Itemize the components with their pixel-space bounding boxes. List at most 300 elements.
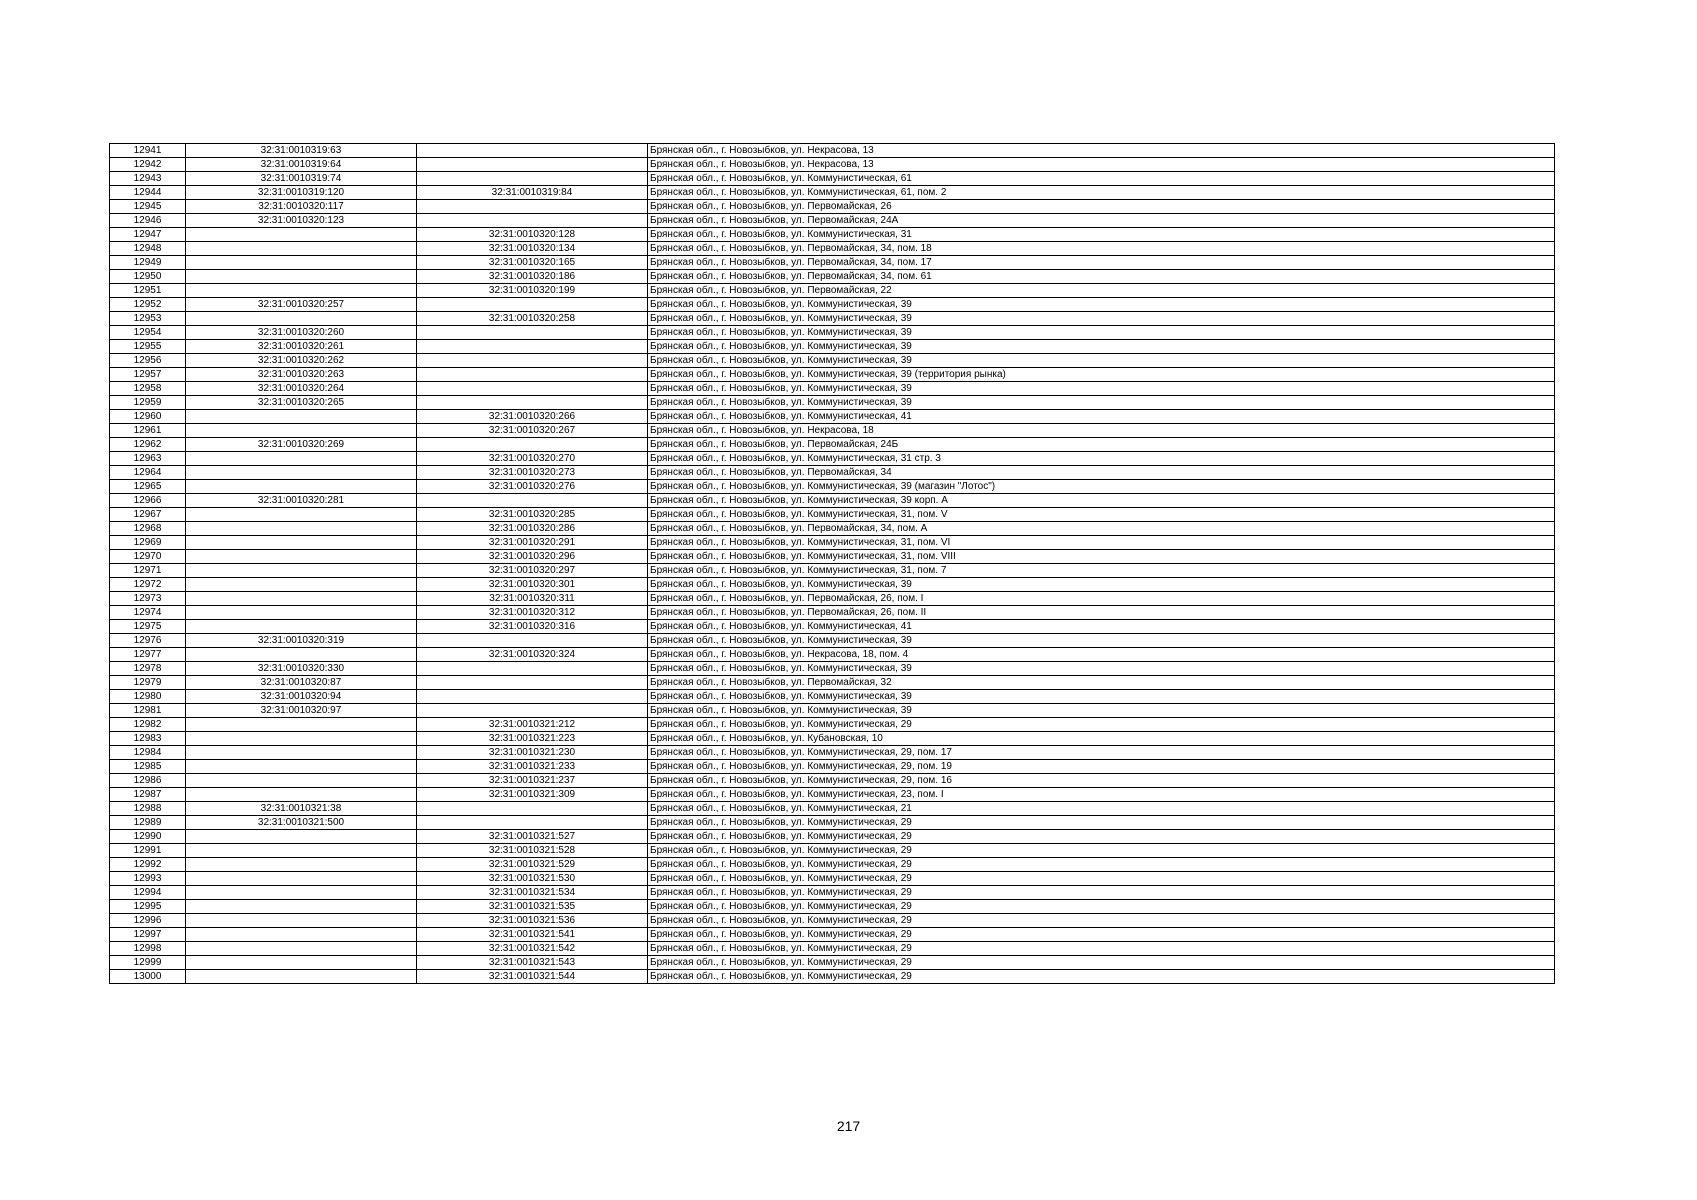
related-cadastral-number-cell: 32:31:0010320:273 (417, 466, 648, 480)
cadastral-number-cell: 32:31:0010320:123 (186, 214, 417, 228)
related-cadastral-number-cell: 32:31:0010321:230 (417, 746, 648, 760)
address-cell: Брянская обл., г. Новозыбков, ул. Коммунистическая, 39 (648, 312, 1555, 326)
row-number-cell: 12980 (110, 690, 186, 704)
row-number-cell: 12968 (110, 522, 186, 536)
table-row (110, 494, 1555, 508)
cadastral-number-cell (186, 648, 417, 662)
row-number-cell: 12983 (110, 732, 186, 746)
row-number-cell: 12964 (110, 466, 186, 480)
row-number-cell: 12949 (110, 256, 186, 270)
table-row (110, 172, 1555, 186)
address-cell: Брянская обл., г. Новозыбков, ул. Коммунистическая, 29 (648, 956, 1555, 970)
row-number-cell: 12997 (110, 928, 186, 942)
cadastral-number-cell: 32:31:0010319:63 (186, 144, 417, 158)
table-row (110, 396, 1555, 410)
related-cadastral-number-cell: 32:31:0010320:297 (417, 564, 648, 578)
related-cadastral-number-cell (417, 368, 648, 382)
related-cadastral-number-cell (417, 690, 648, 704)
table-row (110, 928, 1555, 942)
address-cell: Брянская обл., г. Новозыбков, ул. Коммунистическая, 29 (648, 872, 1555, 886)
cadastral-number-cell (186, 550, 417, 564)
row-number-cell: 12992 (110, 858, 186, 872)
row-number-cell: 12989 (110, 816, 186, 830)
address-cell: Брянская обл., г. Новозыбков, ул. Коммунистическая, 23, пом. I (648, 788, 1555, 802)
related-cadastral-number-cell: 32:31:0010320:286 (417, 522, 648, 536)
related-cadastral-number-cell (417, 158, 648, 172)
related-cadastral-number-cell: 32:31:0010319:84 (417, 186, 648, 200)
related-cadastral-number-cell: 32:31:0010320:266 (417, 410, 648, 424)
cadastral-number-cell: 32:31:0010320:87 (186, 676, 417, 690)
address-cell: Брянская обл., г. Новозыбков, ул. Коммунистическая, 29 (648, 718, 1555, 732)
row-number-cell: 12985 (110, 760, 186, 774)
table-row (110, 340, 1555, 354)
table-row (110, 214, 1555, 228)
address-cell: Брянская обл., г. Новозыбков, ул. Коммунистическая, 39 (648, 396, 1555, 410)
cadastral-number-cell (186, 242, 417, 256)
cadastral-number-cell: 32:31:0010320:263 (186, 368, 417, 382)
cadastral-number-cell (186, 508, 417, 522)
table-row (110, 144, 1555, 158)
cadastral-number-cell (186, 480, 417, 494)
related-cadastral-number-cell (417, 396, 648, 410)
address-cell: Брянская обл., г. Новозыбков, ул. Коммунистическая, 29 (648, 970, 1555, 984)
cadastral-number-cell: 32:31:0010319:64 (186, 158, 417, 172)
address-cell: Брянская обл., г. Новозыбков, ул. Первомайская, 34, пом. 61 (648, 270, 1555, 284)
table-row (110, 424, 1555, 438)
address-cell: Брянская обл., г. Новозыбков, ул. Коммунистическая, 29, пом. 16 (648, 774, 1555, 788)
row-number-cell: 12981 (110, 704, 186, 718)
row-number-cell: 12947 (110, 228, 186, 242)
related-cadastral-number-cell: 32:31:0010320:267 (417, 424, 648, 438)
cadastral-number-cell (186, 774, 417, 788)
cadastral-number-cell (186, 606, 417, 620)
table-row (110, 592, 1555, 606)
row-number-cell: 13000 (110, 970, 186, 984)
table-row (110, 942, 1555, 956)
table-row (110, 676, 1555, 690)
table-row (110, 900, 1555, 914)
table-row (110, 536, 1555, 550)
page-number: 217 (836, 1118, 861, 1134)
row-number-cell: 12979 (110, 676, 186, 690)
cadastral-number-cell (186, 886, 417, 900)
address-cell: Брянская обл., г. Новозыбков, ул. Коммунистическая, 39 (648, 690, 1555, 704)
related-cadastral-number-cell: 32:31:0010321:542 (417, 942, 648, 956)
address-cell: Брянская обл., г. Новозыбков, ул. Кубановская, 10 (648, 732, 1555, 746)
cadastral-number-cell (186, 928, 417, 942)
related-cadastral-number-cell (417, 704, 648, 718)
table-row (110, 774, 1555, 788)
row-number-cell: 12966 (110, 494, 186, 508)
cadastral-number-cell (186, 830, 417, 844)
related-cadastral-number-cell (417, 382, 648, 396)
row-number-cell: 12965 (110, 480, 186, 494)
cadastral-number-cell: 32:31:0010320:319 (186, 634, 417, 648)
row-number-cell: 12988 (110, 802, 186, 816)
cadastral-number-cell (186, 942, 417, 956)
related-cadastral-number-cell: 32:31:0010321:233 (417, 760, 648, 774)
table-row (110, 634, 1555, 648)
related-cadastral-number-cell: 32:31:0010321:530 (417, 872, 648, 886)
table-row (110, 662, 1555, 676)
address-cell: Брянская обл., г. Новозыбков, ул. Коммунистическая, 29 (648, 844, 1555, 858)
address-cell: Брянская обл., г. Новозыбков, ул. Коммунистическая, 39 (648, 326, 1555, 340)
row-number-cell: 12942 (110, 158, 186, 172)
cadastral-number-cell (186, 270, 417, 284)
cadastral-number-cell (186, 312, 417, 326)
address-cell: Брянская обл., г. Новозыбков, ул. Первомайская, 24Б (648, 438, 1555, 452)
row-number-cell: 12986 (110, 774, 186, 788)
address-cell: Брянская обл., г. Новозыбков, ул. Коммунистическая, 29, пом. 17 (648, 746, 1555, 760)
row-number-cell: 12994 (110, 886, 186, 900)
table-row (110, 326, 1555, 340)
address-cell: Брянская обл., г. Новозыбков, ул. Коммунистическая, 39 (648, 634, 1555, 648)
related-cadastral-number-cell: 32:31:0010321:527 (417, 830, 648, 844)
related-cadastral-number-cell: 32:31:0010321:543 (417, 956, 648, 970)
related-cadastral-number-cell: 32:31:0010320:165 (417, 256, 648, 270)
related-cadastral-number-cell: 32:31:0010321:529 (417, 858, 648, 872)
related-cadastral-number-cell (417, 200, 648, 214)
row-number-cell: 12951 (110, 284, 186, 298)
related-cadastral-number-cell: 32:31:0010321:309 (417, 788, 648, 802)
table-row (110, 690, 1555, 704)
row-number-cell: 12958 (110, 382, 186, 396)
table-row (110, 452, 1555, 466)
table-row (110, 186, 1555, 200)
cadastral-number-cell (186, 718, 417, 732)
related-cadastral-number-cell (417, 494, 648, 508)
related-cadastral-number-cell (417, 340, 648, 354)
table-row (110, 718, 1555, 732)
row-number-cell: 12957 (110, 368, 186, 382)
cadastral-number-cell: 32:31:0010320:330 (186, 662, 417, 676)
related-cadastral-number-cell: 32:31:0010320:186 (417, 270, 648, 284)
cadastral-number-cell: 32:31:0010320:257 (186, 298, 417, 312)
related-cadastral-number-cell: 32:31:0010320:311 (417, 592, 648, 606)
address-cell: Брянская обл., г. Новозыбков, ул. Коммунистическая, 41 (648, 410, 1555, 424)
related-cadastral-number-cell: 32:31:0010321:223 (417, 732, 648, 746)
related-cadastral-number-cell (417, 144, 648, 158)
cadastral-number-cell: 32:31:0010319:74 (186, 172, 417, 186)
related-cadastral-number-cell (417, 802, 648, 816)
cadastral-number-cell: 32:31:0010320:261 (186, 340, 417, 354)
table-row (110, 830, 1555, 844)
address-cell: Брянская обл., г. Новозыбков, ул. Коммунистическая, 29 (648, 928, 1555, 942)
cadastral-number-cell (186, 900, 417, 914)
address-cell: Брянская обл., г. Новозыбков, ул. Первомайская, 34, пом. 17 (648, 256, 1555, 270)
related-cadastral-number-cell: 32:31:0010320:199 (417, 284, 648, 298)
address-cell: Брянская обл., г. Новозыбков, ул. Первомайская, 34, пом. 18 (648, 242, 1555, 256)
address-cell: Брянская обл., г. Новозыбков, ул. Коммунистическая, 61 (648, 172, 1555, 186)
cadastral-number-cell (186, 466, 417, 480)
row-number-cell: 12987 (110, 788, 186, 802)
address-cell: Брянская обл., г. Новозыбков, ул. Коммунистическая, 41 (648, 620, 1555, 634)
related-cadastral-number-cell (417, 326, 648, 340)
table-row (110, 760, 1555, 774)
table-row (110, 564, 1555, 578)
cadastral-number-cell (186, 522, 417, 536)
table-row (110, 788, 1555, 802)
cadastral-number-cell: 32:31:0010320:269 (186, 438, 417, 452)
table-row (110, 872, 1555, 886)
table-row (110, 620, 1555, 634)
address-cell: Брянская обл., г. Новозыбков, ул. Коммунистическая, 21 (648, 802, 1555, 816)
table-row (110, 578, 1555, 592)
address-cell: Брянская обл., г. Новозыбков, ул. Первомайская, 32 (648, 676, 1555, 690)
table-row (110, 284, 1555, 298)
table-row (110, 914, 1555, 928)
cadastral-number-cell: 32:31:0010320:265 (186, 396, 417, 410)
related-cadastral-number-cell (417, 214, 648, 228)
address-cell: Брянская обл., г. Новозыбков, ул. Коммунистическая, 29 (648, 900, 1555, 914)
cadastral-number-cell: 32:31:0010320:94 (186, 690, 417, 704)
related-cadastral-number-cell (417, 438, 648, 452)
cadastral-number-cell (186, 760, 417, 774)
address-cell: Брянская обл., г. Новозыбков, ул. Коммунистическая, 39 (648, 298, 1555, 312)
table-row (110, 466, 1555, 480)
related-cadastral-number-cell: 32:31:0010320:301 (417, 578, 648, 592)
table-row (110, 508, 1555, 522)
address-cell: Брянская обл., г. Новозыбков, ул. Коммунистическая, 29 (648, 914, 1555, 928)
related-cadastral-number-cell (417, 354, 648, 368)
row-number-cell: 12956 (110, 354, 186, 368)
related-cadastral-number-cell: 32:31:0010320:270 (417, 452, 648, 466)
related-cadastral-number-cell: 32:31:0010321:541 (417, 928, 648, 942)
related-cadastral-number-cell: 32:31:0010321:544 (417, 970, 648, 984)
address-cell: Брянская обл., г. Новозыбков, ул. Некрасова, 13 (648, 144, 1555, 158)
address-cell: Брянская обл., г. Новозыбков, ул. Коммунистическая, 61, пом. 2 (648, 186, 1555, 200)
table-row (110, 480, 1555, 494)
row-number-cell: 12963 (110, 452, 186, 466)
address-cell: Брянская обл., г. Новозыбков, ул. Коммунистическая, 39 (648, 354, 1555, 368)
row-number-cell: 12967 (110, 508, 186, 522)
cadastral-number-cell (186, 578, 417, 592)
row-number-cell: 12960 (110, 410, 186, 424)
cadastral-number-cell: 32:31:0010320:97 (186, 704, 417, 718)
table-row (110, 242, 1555, 256)
address-cell: Брянская обл., г. Новозыбков, ул. Коммунистическая, 39 корп. А (648, 494, 1555, 508)
address-cell: Брянская обл., г. Новозыбков, ул. Первомайская, 24А (648, 214, 1555, 228)
related-cadastral-number-cell: 32:31:0010320:291 (417, 536, 648, 550)
address-cell: Брянская обл., г. Новозыбков, ул. Коммунистическая, 39 (648, 704, 1555, 718)
row-number-cell: 12955 (110, 340, 186, 354)
cadastral-number-cell (186, 228, 417, 242)
row-number-cell: 12999 (110, 956, 186, 970)
row-number-cell: 12943 (110, 172, 186, 186)
table-row (110, 298, 1555, 312)
registry-table-body (110, 144, 1555, 984)
cadastral-number-cell (186, 746, 417, 760)
row-number-cell: 12993 (110, 872, 186, 886)
related-cadastral-number-cell: 32:31:0010321:535 (417, 900, 648, 914)
table-row (110, 550, 1555, 564)
address-cell: Брянская обл., г. Новозыбков, ул. Коммунистическая, 39 (648, 340, 1555, 354)
table-row (110, 410, 1555, 424)
table-row (110, 732, 1555, 746)
related-cadastral-number-cell: 32:31:0010320:134 (417, 242, 648, 256)
table-row (110, 522, 1555, 536)
table-row (110, 256, 1555, 270)
row-number-cell: 12976 (110, 634, 186, 648)
cadastral-number-cell (186, 424, 417, 438)
address-cell: Брянская обл., г. Новозыбков, ул. Коммунистическая, 29 (648, 942, 1555, 956)
cadastral-number-cell: 32:31:0010321:500 (186, 816, 417, 830)
table-row (110, 970, 1555, 984)
cadastral-number-cell: 32:31:0010320:262 (186, 354, 417, 368)
row-number-cell: 12950 (110, 270, 186, 284)
row-number-cell: 12970 (110, 550, 186, 564)
cadastral-number-cell (186, 536, 417, 550)
row-number-cell: 12978 (110, 662, 186, 676)
row-number-cell: 12944 (110, 186, 186, 200)
cadastral-number-cell (186, 452, 417, 466)
related-cadastral-number-cell: 32:31:0010321:212 (417, 718, 648, 732)
cadastral-number-cell (186, 564, 417, 578)
table-row (110, 648, 1555, 662)
related-cadastral-number-cell: 32:31:0010320:296 (417, 550, 648, 564)
table-row (110, 228, 1555, 242)
address-cell: Брянская обл., г. Новозыбков, ул. Коммунистическая, 39 (648, 382, 1555, 396)
table-row (110, 270, 1555, 284)
row-number-cell: 12941 (110, 144, 186, 158)
related-cadastral-number-cell (417, 298, 648, 312)
row-number-cell: 12959 (110, 396, 186, 410)
cadastral-number-cell (186, 956, 417, 970)
cadastral-number-cell (186, 592, 417, 606)
table-row (110, 858, 1555, 872)
table-row (110, 200, 1555, 214)
row-number-cell: 12991 (110, 844, 186, 858)
cadastral-number-cell (186, 788, 417, 802)
address-cell: Брянская обл., г. Новозыбков, ул. Некрасова, 18, пом. 4 (648, 648, 1555, 662)
cadastral-number-cell: 32:31:0010320:117 (186, 200, 417, 214)
address-cell: Брянская обл., г. Новозыбков, ул. Первомайская, 26 (648, 200, 1555, 214)
related-cadastral-number-cell: 32:31:0010320:324 (417, 648, 648, 662)
table-row (110, 606, 1555, 620)
address-cell: Брянская обл., г. Новозыбков, ул. Первомайская, 26, пом. I (648, 592, 1555, 606)
table-row (110, 438, 1555, 452)
address-cell: Брянская обл., г. Новозыбков, ул. Первомайская, 22 (648, 284, 1555, 298)
address-cell: Брянская обл., г. Новозыбков, ул. Первомайская, 26, пом. II (648, 606, 1555, 620)
table-row (110, 368, 1555, 382)
table-row (110, 312, 1555, 326)
row-number-cell: 12953 (110, 312, 186, 326)
address-cell: Брянская обл., г. Новозыбков, ул. Коммунистическая, 39 (648, 662, 1555, 676)
address-cell: Брянская обл., г. Новозыбков, ул. Коммунистическая, 31, пом. V (648, 508, 1555, 522)
address-cell: Брянская обл., г. Новозыбков, ул. Коммунистическая, 29 (648, 830, 1555, 844)
table-row (110, 802, 1555, 816)
row-number-cell: 12998 (110, 942, 186, 956)
address-cell: Брянская обл., г. Новозыбков, ул. Коммунистическая, 39 (магазин "Лотос") (648, 480, 1555, 494)
cadastral-number-cell (186, 284, 417, 298)
row-number-cell: 12982 (110, 718, 186, 732)
address-cell: Брянская обл., г. Новозыбков, ул. Коммунистическая, 31, пом. VIII (648, 550, 1555, 564)
table-row (110, 886, 1555, 900)
table-row (110, 746, 1555, 760)
cadastral-number-cell (186, 410, 417, 424)
related-cadastral-number-cell: 32:31:0010320:258 (417, 312, 648, 326)
address-cell: Брянская обл., г. Новозыбков, ул. Коммунистическая, 29 (648, 816, 1555, 830)
address-cell: Брянская обл., г. Новозыбков, ул. Коммунистическая, 39 (территория рынка) (648, 368, 1555, 382)
related-cadastral-number-cell (417, 816, 648, 830)
address-cell: Брянская обл., г. Новозыбков, ул. Коммунистическая, 31 (648, 228, 1555, 242)
address-cell: Брянская обл., г. Новозыбков, ул. Некрасова, 18 (648, 424, 1555, 438)
related-cadastral-number-cell: 32:31:0010320:276 (417, 480, 648, 494)
row-number-cell: 12952 (110, 298, 186, 312)
cadastral-number-cell (186, 970, 417, 984)
row-number-cell: 12971 (110, 564, 186, 578)
cadastral-number-cell (186, 844, 417, 858)
cadastral-number-cell: 32:31:0010320:260 (186, 326, 417, 340)
table-row (110, 158, 1555, 172)
table-row (110, 844, 1555, 858)
row-number-cell: 12984 (110, 746, 186, 760)
row-number-cell: 12973 (110, 592, 186, 606)
address-cell: Брянская обл., г. Новозыбков, ул. Коммунистическая, 31, пом. VI (648, 536, 1555, 550)
related-cadastral-number-cell: 32:31:0010320:128 (417, 228, 648, 242)
row-number-cell: 12954 (110, 326, 186, 340)
row-number-cell: 12946 (110, 214, 186, 228)
address-cell: Брянская обл., г. Новозыбков, ул. Коммунистическая, 29 (648, 886, 1555, 900)
row-number-cell: 12948 (110, 242, 186, 256)
related-cadastral-number-cell (417, 676, 648, 690)
row-number-cell: 12975 (110, 620, 186, 634)
related-cadastral-number-cell: 32:31:0010320:285 (417, 508, 648, 522)
related-cadastral-number-cell: 32:31:0010320:316 (417, 620, 648, 634)
address-cell: Брянская обл., г. Новозыбков, ул. Коммунистическая, 31 стр. 3 (648, 452, 1555, 466)
cadastral-number-cell: 32:31:0010319:120 (186, 186, 417, 200)
address-cell: Брянская обл., г. Новозыбков, ул. Коммунистическая, 31, пом. 7 (648, 564, 1555, 578)
related-cadastral-number-cell: 32:31:0010320:312 (417, 606, 648, 620)
related-cadastral-number-cell: 32:31:0010321:534 (417, 886, 648, 900)
related-cadastral-number-cell (417, 634, 648, 648)
row-number-cell: 12962 (110, 438, 186, 452)
row-number-cell: 12972 (110, 578, 186, 592)
address-cell: Брянская обл., г. Новозыбков, ул. Некрасова, 13 (648, 158, 1555, 172)
cadastral-number-cell (186, 732, 417, 746)
row-number-cell: 12996 (110, 914, 186, 928)
address-cell: Брянская обл., г. Новозыбков, ул. Коммунистическая, 39 (648, 578, 1555, 592)
row-number-cell: 12969 (110, 536, 186, 550)
table-row (110, 956, 1555, 970)
cadastral-number-cell (186, 256, 417, 270)
row-number-cell: 12974 (110, 606, 186, 620)
registry-table (109, 143, 1555, 984)
table-row (110, 354, 1555, 368)
address-cell: Брянская обл., г. Новозыбков, ул. Коммунистическая, 29 (648, 858, 1555, 872)
row-number-cell: 12977 (110, 648, 186, 662)
address-cell: Брянская обл., г. Новозыбков, ул. Коммунистическая, 29, пом. 19 (648, 760, 1555, 774)
cadastral-number-cell: 32:31:0010320:281 (186, 494, 417, 508)
cadastral-number-cell (186, 914, 417, 928)
table-row (110, 382, 1555, 396)
related-cadastral-number-cell: 32:31:0010321:237 (417, 774, 648, 788)
row-number-cell: 12945 (110, 200, 186, 214)
related-cadastral-number-cell: 32:31:0010321:536 (417, 914, 648, 928)
row-number-cell: 12961 (110, 424, 186, 438)
cadastral-number-cell (186, 620, 417, 634)
cadastral-number-cell: 32:31:0010320:264 (186, 382, 417, 396)
row-number-cell: 12995 (110, 900, 186, 914)
cadastral-number-cell (186, 858, 417, 872)
address-cell: Брянская обл., г. Новозыбков, ул. Первомайская, 34 (648, 466, 1555, 480)
related-cadastral-number-cell: 32:31:0010321:528 (417, 844, 648, 858)
cadastral-number-cell (186, 872, 417, 886)
related-cadastral-number-cell (417, 172, 648, 186)
cadastral-number-cell: 32:31:0010321:38 (186, 802, 417, 816)
table-row (110, 704, 1555, 718)
address-cell: Брянская обл., г. Новозыбков, ул. Первомайская, 34, пом. А (648, 522, 1555, 536)
